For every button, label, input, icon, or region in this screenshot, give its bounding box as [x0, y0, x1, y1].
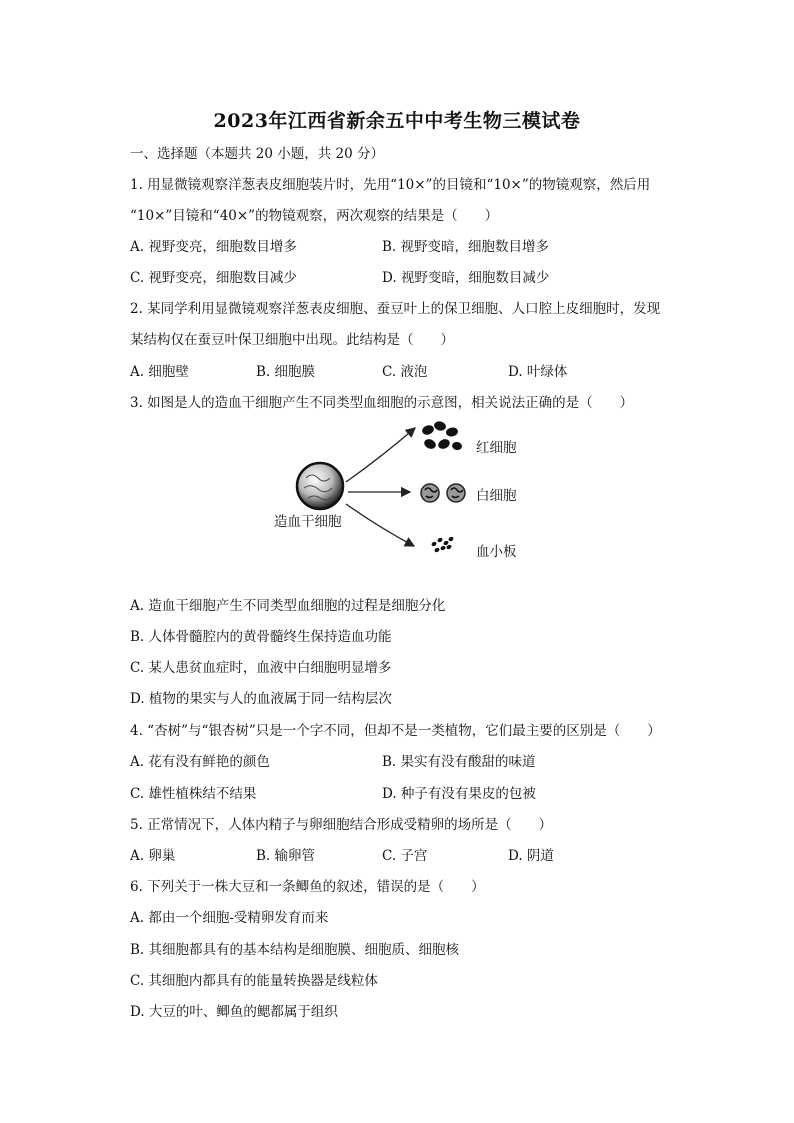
q6-option-d: D. 大豆的叶、鲫鱼的鳃都属于组织 — [130, 1004, 338, 1020]
q6-option-b: B. 其细胞都具有的基本结构是细胞膜、细胞质、细胞核 — [130, 942, 460, 958]
section-heading: 一、选择题（本题共 20 小题，共 20 分） — [130, 146, 385, 162]
wbc-label: 白细胞 — [476, 488, 517, 504]
q5-option-a: A. 卵巢 — [130, 848, 176, 864]
platelet-label: 血小板 — [476, 544, 517, 560]
q5-option-c: C. 子宫 — [382, 848, 428, 864]
q1-option-d: D. 视野变暗，细胞数目减少 — [382, 270, 550, 286]
q6-option-a: A. 都由一个细胞-受精卵发育而来 — [130, 910, 329, 926]
q3-option-a: A. 造血干细胞产生不同类型血细胞的过程是细胞分化 — [130, 598, 446, 614]
q6-option-c: C. 其细胞内都具有的能量转换器是线粒体 — [130, 973, 378, 989]
q1-option-a: A. 视野变亮，细胞数目增多 — [130, 239, 297, 255]
q2-line-1: 2. 某同学利用显微镜观察洋葱表皮细胞、蚕豆叶上的保卫细胞、人口腔上皮细胞时，发现 — [130, 301, 661, 317]
q5-line-1: 5. 正常情况下，人体内精子与卵细胞结合形成受精卵的场所是（ ） — [130, 817, 553, 833]
q1-option-b: B. 视野变暗，细胞数目增多 — [382, 239, 550, 255]
q6-line-1: 6. 下列关于一株大豆和一条鲫鱼的叙述，错误的是（ ） — [130, 879, 485, 895]
q5-option-b: B. 输卵管 — [256, 848, 316, 864]
q1-line-1: 1. 用显微镜观察洋葱表皮细胞装片时，先用“10×”的目镜和“10×”的物镜观察，然后用 — [130, 177, 651, 193]
q4-option-c: C. 雄性植株结不结果 — [130, 786, 257, 802]
q2-option-a: A. 细胞壁 — [130, 364, 189, 380]
q3-option-d: D. 植物的果实与人的血液属于同一结构层次 — [130, 691, 392, 707]
white-blood-cells-icon — [421, 484, 465, 502]
q4-line-1: 4. “杏树”与“银杏树”只是一个字不同，但却不是一类植物，它们最主要的区别是（ ） — [130, 723, 661, 739]
q5-option-d: D. 阴道 — [508, 848, 554, 864]
q3-option-c: C. 某人患贫血症时，血液中白细胞明显增多 — [130, 660, 392, 676]
q3-line-1: 3. 如图是人的造血干细胞产生不同类型血细胞的示意图，相关说法正确的是（ ） — [130, 395, 634, 411]
arrow-to-rbc — [346, 428, 415, 482]
q1-option-c: C. 视野变亮，细胞数目减少 — [130, 270, 297, 286]
q2-option-d: D. 叶绿体 — [508, 364, 568, 380]
rbc-label: 红细胞 — [476, 440, 517, 456]
q3-option-b: B. 人体骨髓腔内的黄骨髓终生保持造血功能 — [130, 629, 392, 645]
q4-option-d: D. 种子有没有果皮的包被 — [382, 786, 536, 802]
red-blood-cells-icon — [421, 420, 463, 451]
q2-line-2: 某结构仅在蚕豆叶保卫细胞中出现。此结构是（ ） — [130, 332, 454, 348]
q4-option-b: B. 果实有没有酸甜的味道 — [382, 754, 536, 770]
q2-option-c: C. 液泡 — [382, 364, 428, 380]
q4-option-a: A. 花有没有鲜艳的颜色 — [130, 754, 270, 770]
arrow-to-platelet — [346, 504, 414, 546]
q2-option-b: B. 细胞膜 — [256, 364, 316, 380]
page-title: 2023年江西省新余五中中考生物三模试卷 — [213, 110, 581, 132]
stem-cell-icon — [297, 463, 343, 509]
q1-line-2: “10×”目镜和“40×”的物镜观察，两次观察的结果是（ ） — [130, 208, 499, 224]
stem-cell-label: 造血干细胞 — [274, 514, 342, 530]
platelets-icon — [431, 536, 455, 553]
blood-cell-diagram — [270, 418, 530, 568]
